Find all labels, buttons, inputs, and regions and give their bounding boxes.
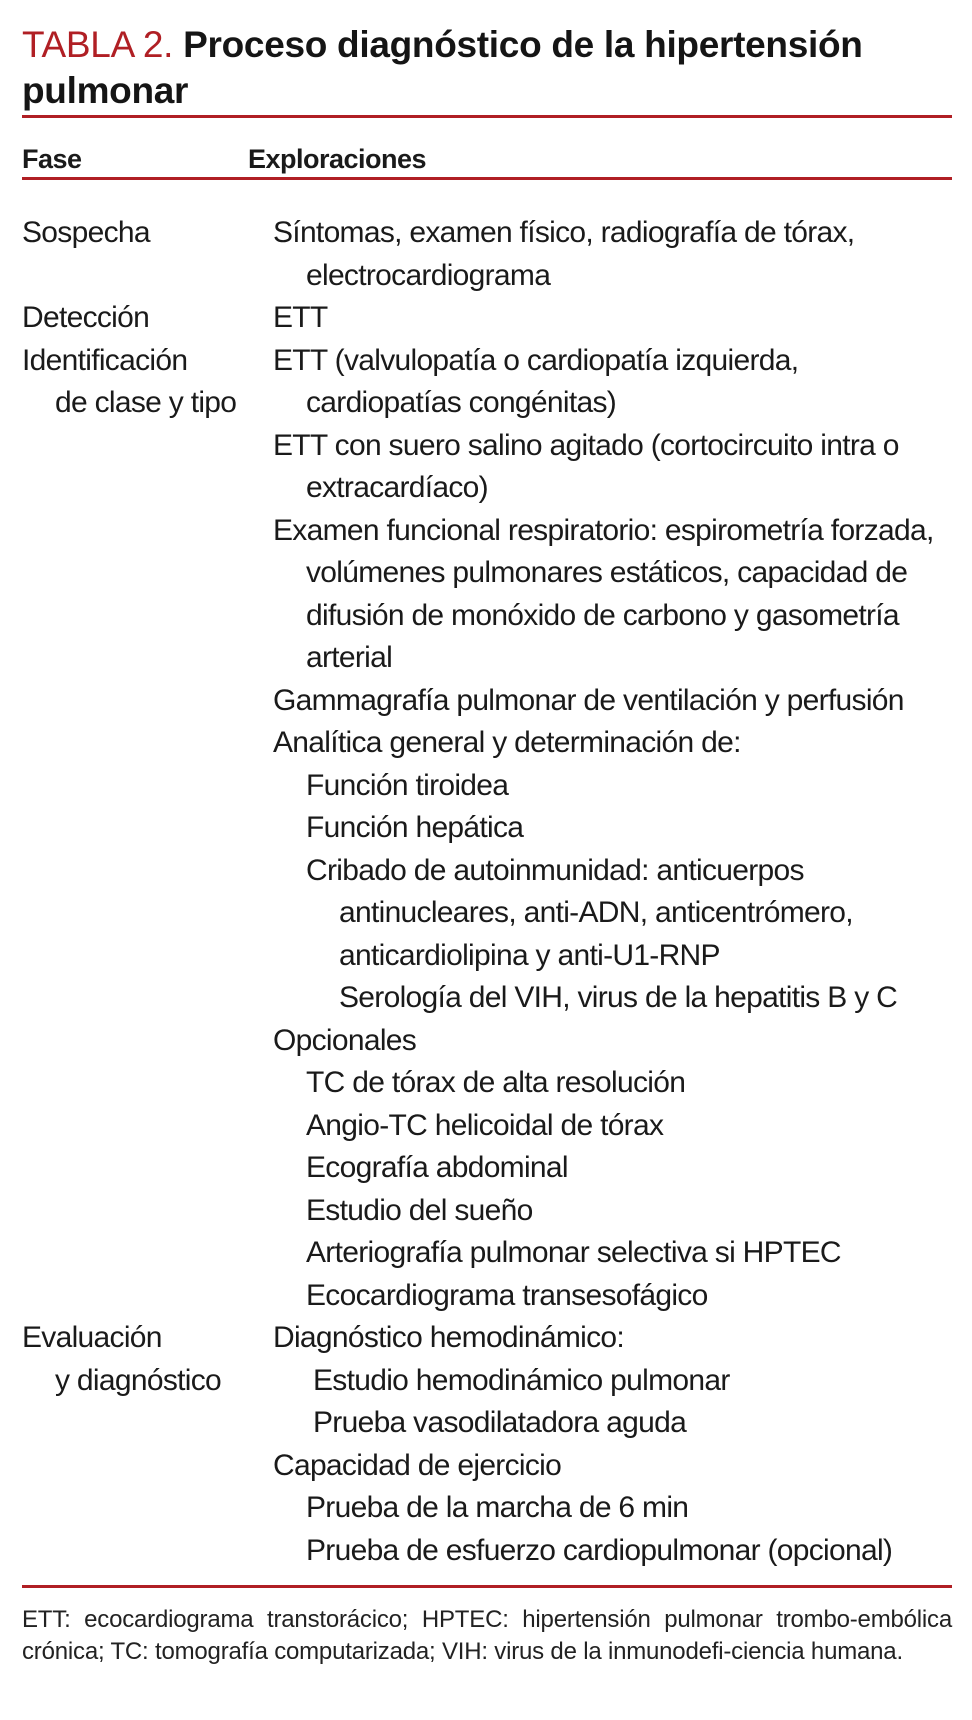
phase-cell bbox=[22, 340, 273, 425]
exploration-subitem: Función hepática bbox=[306, 811, 524, 844]
phase-label: Evaluación bbox=[22, 1321, 162, 1354]
top-rule bbox=[22, 115, 952, 118]
header-rule bbox=[22, 177, 952, 180]
exploration-subitem: Arteriografía pulmonar selectiva si HPTEC bbox=[306, 1236, 841, 1269]
phase-label-continuation: de clase y tipo bbox=[55, 386, 237, 419]
exploration-item: Diagnóstico hemodinámico: bbox=[273, 1321, 625, 1354]
exploration-item: Síntomas, examen físico, radiografía de tórax, electrocardiograma bbox=[273, 216, 855, 292]
table-row bbox=[22, 1317, 952, 1572]
table-body bbox=[22, 212, 952, 1572]
table-row bbox=[22, 297, 952, 340]
exploration-item: Opcionales bbox=[273, 1023, 417, 1057]
table-title-text: Proceso diagnóstico de la hipertensión pulmonar bbox=[22, 24, 863, 111]
exploration-item: Examen funcional respiratorio: espirometría forzada, volúmenes pulmonares estáticos, capacidad de difusión de monóxido de carbono y gasometría arterial bbox=[273, 513, 934, 674]
table-title bbox=[22, 22, 952, 114]
exploration-subitem: Prueba vasodilatadora aguda bbox=[313, 1406, 687, 1439]
exploration-subitem: Estudio del sueño bbox=[306, 1193, 533, 1227]
exploration-item: Analítica general y determinación de: bbox=[273, 726, 741, 759]
table-row bbox=[22, 340, 952, 1318]
exploration-subitem: Ecocardiograma transesofágico bbox=[306, 1278, 708, 1312]
explorations-cell bbox=[273, 1317, 952, 1572]
exploration-subitem: Cribado de autoinmunidad: anticuerpos antinucleares, anti-ADN, anticentrómero, anticardiolipina y anti-U1-RNP bbox=[306, 853, 853, 972]
exploration-subitem: TC de tórax de alta resolución bbox=[306, 1066, 686, 1099]
exploration-subitem: Función tiroidea bbox=[306, 768, 509, 802]
column-header-phase: Fase bbox=[22, 144, 82, 174]
exploration-subitem: Ecografía abdominal bbox=[306, 1151, 568, 1184]
phase-cell bbox=[22, 297, 273, 340]
bottom-rule bbox=[22, 1585, 952, 1588]
phase-label-continuation: y diagnóstico bbox=[55, 1363, 222, 1397]
exploration-subitem: Estudio hemodinámico pulmonar bbox=[313, 1363, 730, 1397]
phase-cell bbox=[22, 1317, 273, 1402]
explorations-cell bbox=[273, 297, 952, 340]
exploration-item: Gammagrafía pulmonar de ventilación y perfusión bbox=[273, 683, 904, 717]
exploration-item: Capacidad de ejercicio bbox=[273, 1448, 562, 1482]
phase-cell bbox=[22, 212, 273, 255]
phase-label: Identificación bbox=[22, 343, 188, 377]
exploration-subitem: Serología del VIH, virus de la hepatitis B y C bbox=[339, 981, 898, 1014]
explorations-cell bbox=[273, 212, 952, 297]
explorations-cell bbox=[273, 340, 952, 1318]
exploration-item: ETT bbox=[273, 301, 328, 334]
column-header-explorations: Exploraciones bbox=[248, 144, 427, 174]
phase-label: Detección bbox=[22, 301, 150, 334]
exploration-item: ETT (valvulopatía o cardiopatía izquierda, cardiopatías congénitas) bbox=[273, 343, 799, 419]
phase-label: Sospecha bbox=[22, 216, 150, 249]
table-footnote: ETT: ecocardiograma transtorácico; HPTEC: hipertensión pulmonar trombo-embólica crónica; TC: tomografía computarizada; VIH: virus de la inmunodefi-ciencia humana. bbox=[22, 1606, 952, 1665]
exploration-subitem: Prueba de la marcha de 6 min bbox=[306, 1491, 689, 1524]
table-label: TABLA 2. bbox=[22, 24, 174, 65]
exploration-item: ETT con suero salino agitado (cortocircuito intra o extracardíaco) bbox=[273, 428, 899, 504]
exploration-subitem: Prueba de esfuerzo cardiopulmonar (opcional) bbox=[306, 1533, 893, 1567]
exploration-subitem: Angio-TC helicoidal de tórax bbox=[306, 1108, 664, 1142]
table-row bbox=[22, 212, 952, 297]
